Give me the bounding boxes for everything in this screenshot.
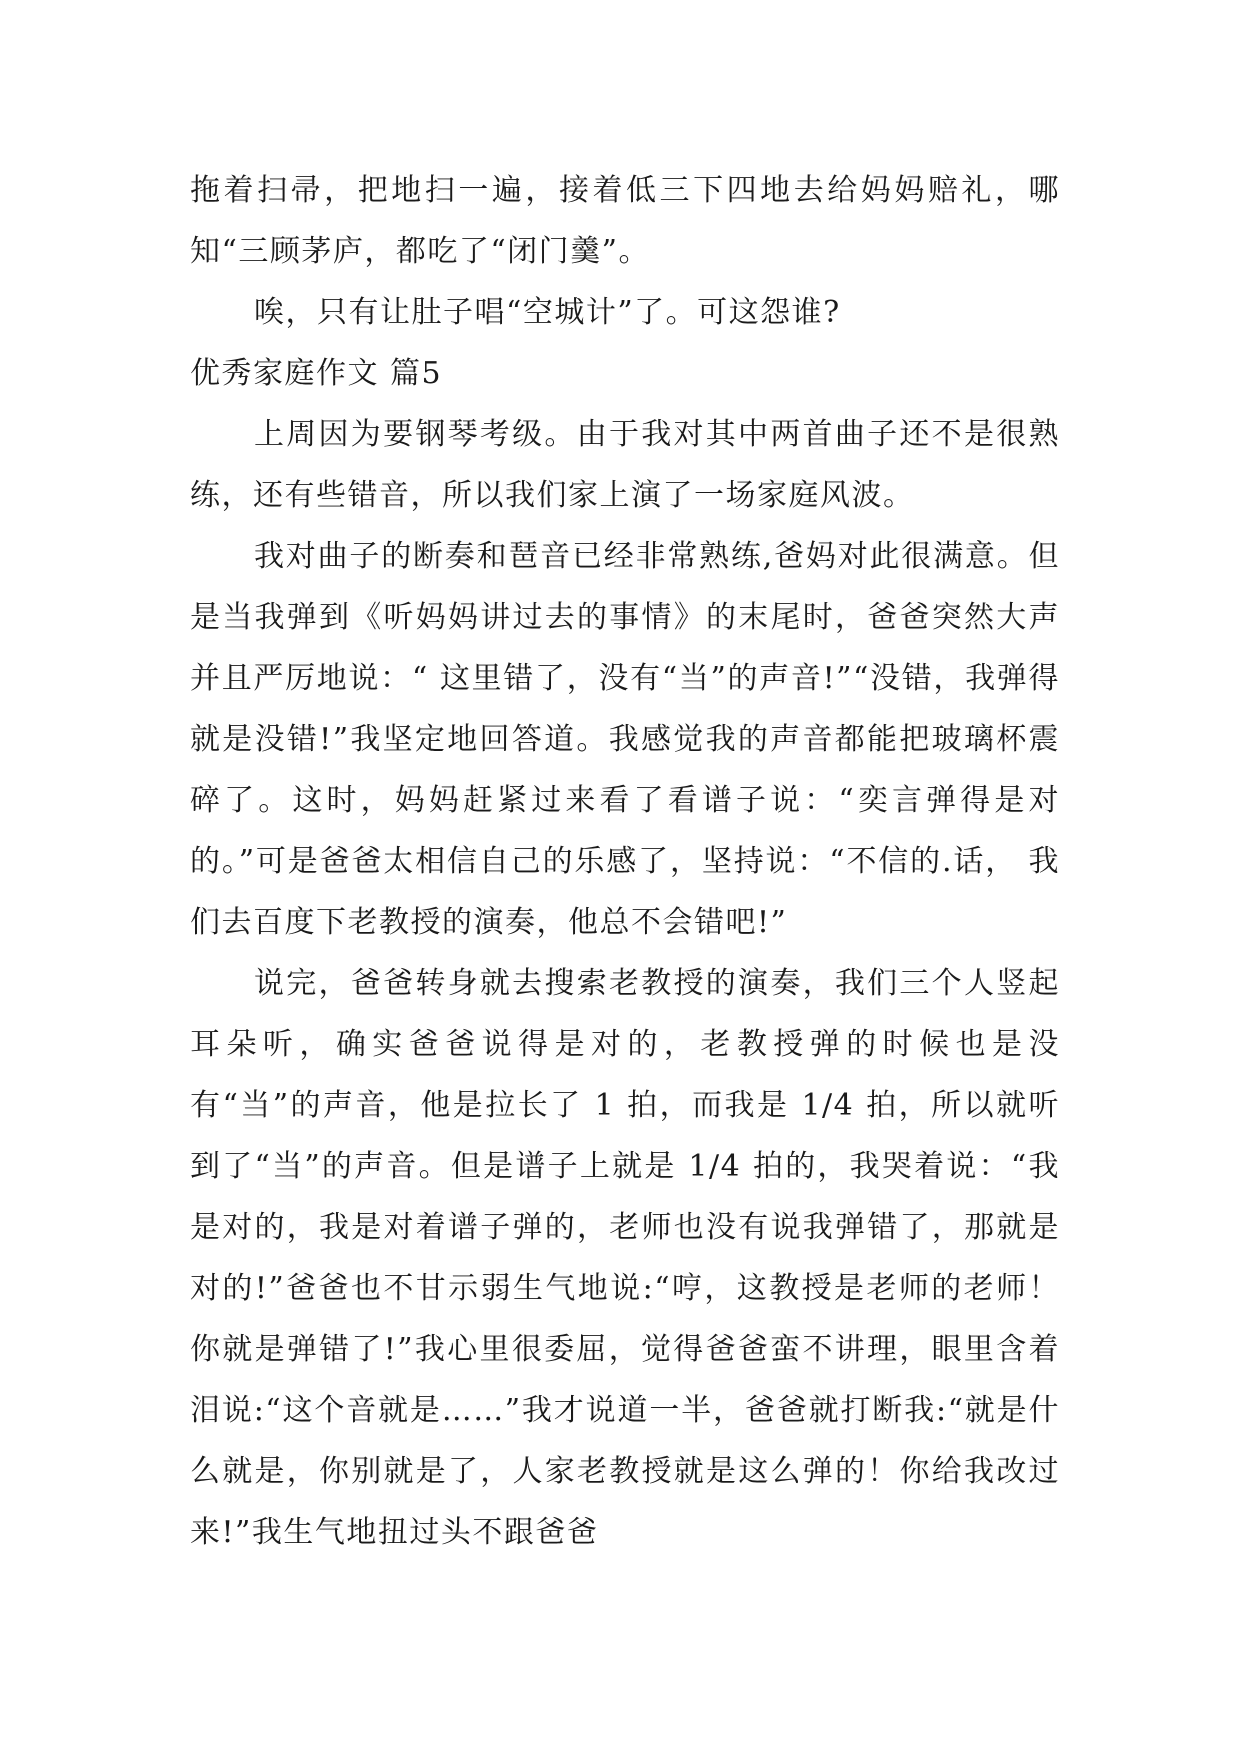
- paragraph-3: 上周因为要钢琴考级。由于我对其中两首曲子还不是很熟练，还有些错音，所以我们家上演了一场家庭风波。: [190, 417, 1060, 513]
- paragraph-4: 我对曲子的断奏和琶音已经非常熟练,爸妈对此很满意。但是当我弹到《听妈妈讲过去的事情》的末尾时，爸爸突然大声并且严厉地说：“ 这里错了，没有“当”的声音!”“没错，我弹得就是没错!”我坚定地回答道。我感觉我的声音都能把玻璃杯震碎了。这时，妈妈赶紧过来看了看谱子说：“奕言弹得是对的。”可是爸爸太相信自己的乐感了，坚持说：“不信的.话， 我们去百度下老教授的演奏，他总不会错吧!”: [190, 539, 1060, 940]
- paragraph-1: 拖着扫帚，把地扫一遍，接着低三下四地去给妈妈赔礼，哪知“三顾茅庐，都吃了“闭门羹”。: [190, 173, 1060, 269]
- section-heading: 优秀家庭作文 篇5: [190, 356, 443, 391]
- paragraph-2: 唉，只有让肚子唱“空城计”了。可这怨谁?: [254, 295, 841, 330]
- paragraph-5: 说完，爸爸转身就去搜索老教授的演奏，我们三个人竖起耳朵听，确实爸爸说得是对的，老教授弹的时候也是没有“当”的声音，他是拉长了 1 拍，而我是 1/4 拍，所以就听到了“当”的声音。但是谱子上就是 1/4 拍的，我哭着说：“我是对的，我是对着谱子弹的，老师也没有说我弹错了，那就是对的!”爸爸也不甘示弱生气地说:“哼，这教授是老师的老师！你就是弹错了!”我心里很委屈，觉得爸爸蛮不讲理，眼里含着泪说:“这个音就是……”我才说道一半，爸爸就打断我:“就是什么就是，你别就是了，人家老教授就是这么弹的！你给我改过来!”我生气地扭过头不跟爸爸: [190, 966, 1060, 1550]
- document-body: [190, 160, 1060, 1563]
